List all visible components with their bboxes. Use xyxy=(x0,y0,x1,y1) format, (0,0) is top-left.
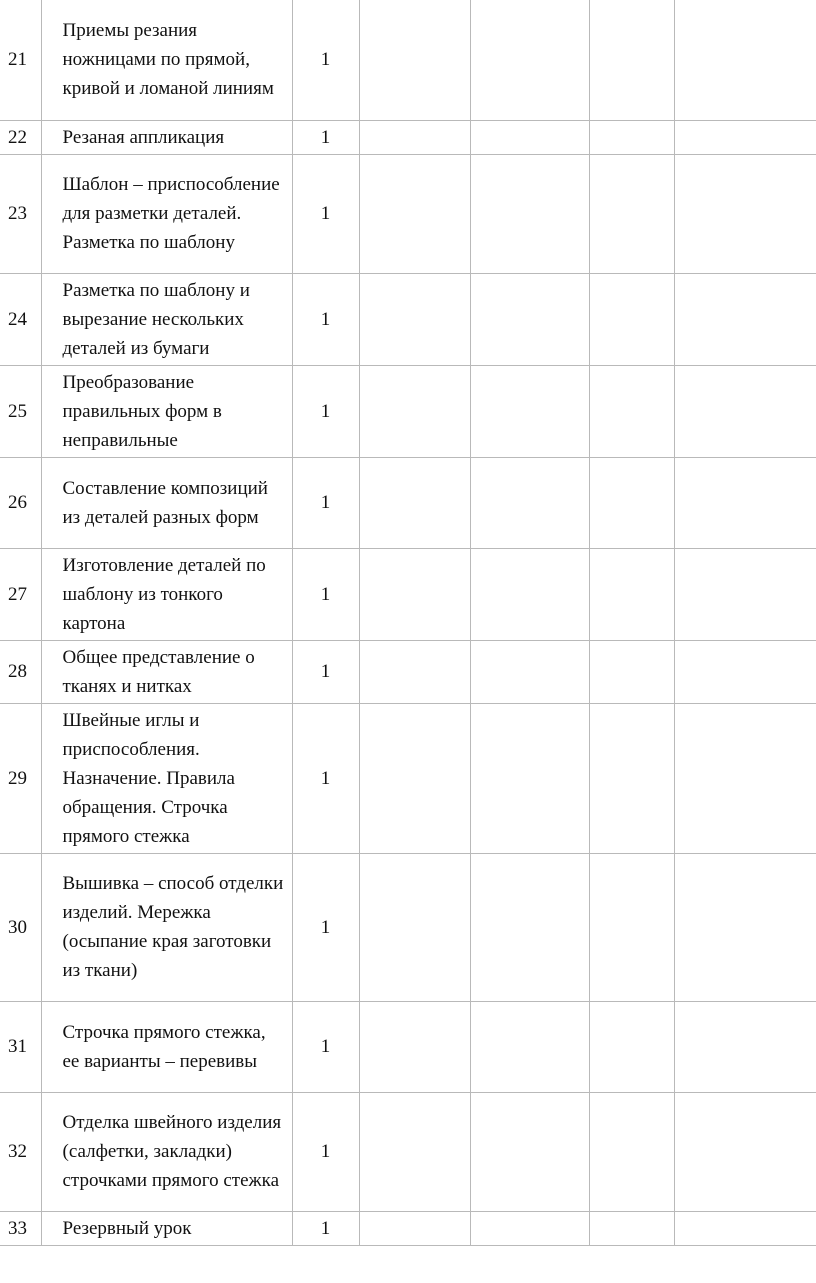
empty-cell xyxy=(589,120,674,154)
empty-cell xyxy=(359,853,470,1001)
lesson-number: 29 xyxy=(0,703,41,853)
empty-cell xyxy=(470,1001,589,1092)
lesson-topic: Отделка швейного изделия (салфетки, закладки) строчками прямого стежка xyxy=(41,1092,292,1211)
empty-cell xyxy=(674,1092,816,1211)
lesson-hours: 1 xyxy=(292,703,359,853)
empty-cell xyxy=(359,548,470,640)
lesson-topic: Шаблон – приспособление для разметки деталей. Разметка по шаблону xyxy=(41,154,292,273)
empty-cell xyxy=(674,1001,816,1092)
empty-cell xyxy=(470,853,589,1001)
empty-cell xyxy=(359,120,470,154)
lesson-hours: 1 xyxy=(292,1211,359,1245)
lesson-topic: Резаная аппликация xyxy=(41,120,292,154)
empty-cell xyxy=(359,365,470,457)
empty-cell xyxy=(674,273,816,365)
lesson-hours: 1 xyxy=(292,1092,359,1211)
empty-cell xyxy=(359,457,470,548)
table-row xyxy=(0,548,816,640)
table-row xyxy=(0,853,816,1001)
lesson-topic: Приемы резания ножницами по прямой, кривой и ломаной линиям xyxy=(41,0,292,120)
empty-cell xyxy=(470,457,589,548)
empty-cell xyxy=(589,365,674,457)
lesson-topic: Швейные иглы и приспособления. Назначение. Правила обращения. Строчка прямого стежка xyxy=(41,703,292,853)
empty-cell xyxy=(359,703,470,853)
empty-cell xyxy=(359,154,470,273)
empty-cell xyxy=(674,154,816,273)
empty-cell xyxy=(589,0,674,120)
lesson-number: 26 xyxy=(0,457,41,548)
empty-cell xyxy=(589,1001,674,1092)
lesson-hours: 1 xyxy=(292,1001,359,1092)
empty-cell xyxy=(589,703,674,853)
empty-cell xyxy=(589,853,674,1001)
lesson-topic: Вышивка – способ отделки изделий. Мережка (осыпание края заготовки из ткани) xyxy=(41,853,292,1001)
empty-cell xyxy=(470,548,589,640)
lesson-hours: 1 xyxy=(292,548,359,640)
table-row xyxy=(0,1211,816,1245)
lesson-topic: Резервный урок xyxy=(41,1211,292,1245)
empty-cell xyxy=(470,154,589,273)
empty-cell xyxy=(674,640,816,703)
table-row xyxy=(0,365,816,457)
empty-cell xyxy=(674,1211,816,1245)
empty-cell xyxy=(470,0,589,120)
lesson-hours: 1 xyxy=(292,457,359,548)
empty-cell xyxy=(359,1092,470,1211)
table-row xyxy=(0,640,816,703)
lesson-hours: 1 xyxy=(292,120,359,154)
lesson-hours: 1 xyxy=(292,365,359,457)
table-row xyxy=(0,273,816,365)
empty-cell xyxy=(589,457,674,548)
empty-cell xyxy=(359,273,470,365)
table-row xyxy=(0,1092,816,1211)
empty-cell xyxy=(674,120,816,154)
empty-cell xyxy=(589,640,674,703)
lesson-topic: Составление композиций из деталей разных форм xyxy=(41,457,292,548)
empty-cell xyxy=(470,703,589,853)
table-row xyxy=(0,0,816,120)
table-row xyxy=(0,154,816,273)
empty-cell xyxy=(674,548,816,640)
lesson-number: 25 xyxy=(0,365,41,457)
lesson-number: 23 xyxy=(0,154,41,273)
table-row xyxy=(0,457,816,548)
empty-cell xyxy=(674,0,816,120)
empty-cell xyxy=(589,1211,674,1245)
lesson-hours: 1 xyxy=(292,154,359,273)
empty-cell xyxy=(359,0,470,120)
empty-cell xyxy=(470,365,589,457)
lesson-number: 33 xyxy=(0,1211,41,1245)
table-row xyxy=(0,1001,816,1092)
empty-cell xyxy=(589,1092,674,1211)
empty-cell xyxy=(674,703,816,853)
lesson-hours: 1 xyxy=(292,853,359,1001)
lesson-topic: Разметка по шаблону и вырезание нескольких деталей из бумаги xyxy=(41,273,292,365)
empty-cell xyxy=(589,273,674,365)
lesson-hours: 1 xyxy=(292,640,359,703)
lesson-number: 28 xyxy=(0,640,41,703)
empty-cell xyxy=(589,154,674,273)
lesson-number: 27 xyxy=(0,548,41,640)
empty-cell xyxy=(359,640,470,703)
empty-cell xyxy=(674,457,816,548)
empty-cell xyxy=(470,640,589,703)
lesson-topic: Преобразование правильных форм в неправильные xyxy=(41,365,292,457)
empty-cell xyxy=(470,1211,589,1245)
empty-cell xyxy=(359,1211,470,1245)
empty-cell xyxy=(470,1092,589,1211)
lesson-hours: 1 xyxy=(292,273,359,365)
empty-cell xyxy=(470,120,589,154)
table-row xyxy=(0,703,816,853)
lesson-topic: Строчка прямого стежка, ее варианты – перевивы xyxy=(41,1001,292,1092)
lesson-topic: Изготовление деталей по шаблону из тонкого картона xyxy=(41,548,292,640)
empty-cell xyxy=(674,853,816,1001)
empty-cell xyxy=(589,548,674,640)
lesson-topic: Общее представление о тканях и нитках xyxy=(41,640,292,703)
empty-cell xyxy=(470,273,589,365)
lesson-number: 21 xyxy=(0,0,41,120)
lesson-number: 24 xyxy=(0,273,41,365)
empty-cell xyxy=(359,1001,470,1092)
table-row xyxy=(0,120,816,154)
empty-cell xyxy=(674,365,816,457)
lesson-number: 31 xyxy=(0,1001,41,1092)
lesson-hours: 1 xyxy=(292,0,359,120)
lesson-number: 32 xyxy=(0,1092,41,1211)
lesson-number: 22 xyxy=(0,120,41,154)
lesson-number: 30 xyxy=(0,853,41,1001)
